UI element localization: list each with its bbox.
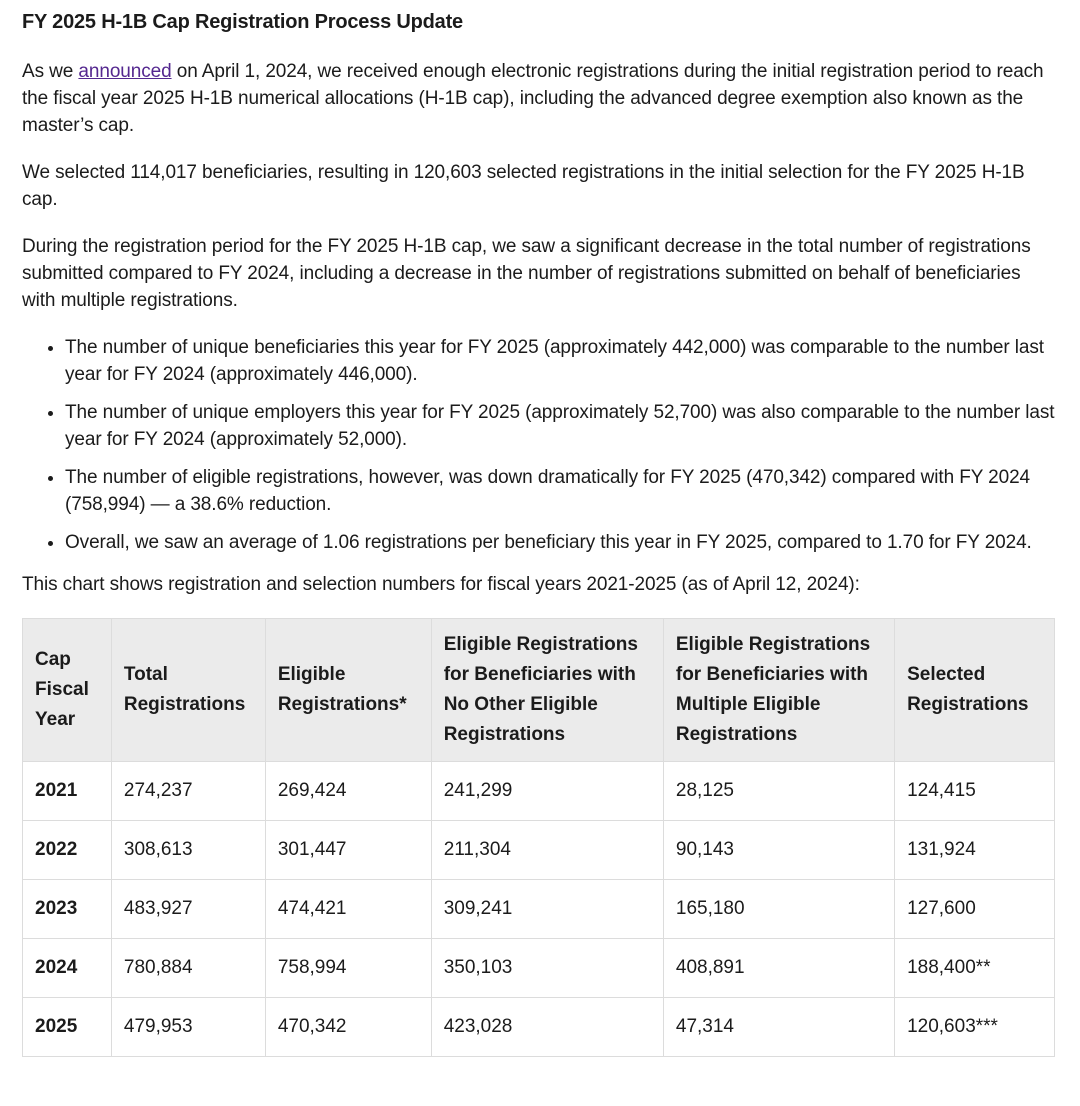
cell-multiple: 165,180 [663,880,894,939]
chart-intro: This chart shows registration and selection numbers for fiscal years 2021-2025 (as of April 12, 2024): [22,574,860,595]
cell-selected: 188,400** [895,939,1055,998]
cell-year: 2021 [23,762,112,821]
cell-total: 479,953 [111,998,265,1057]
cell-multiple: 47,314 [663,998,894,1057]
cell-no-other: 309,241 [431,880,663,939]
cell-selected: 127,600 [895,880,1055,939]
header-cap-fiscal-year: Cap Fiscal Year [23,619,112,762]
header-eligible-registrations: Eligible Registrations* [265,619,431,762]
cell-year: 2023 [23,880,112,939]
intro-text-before: As we [22,61,79,82]
intro-paragraph [22,58,1056,139]
list-item: • Overall, we saw an average of 1.06 registrations per beneficiary this year in FY 2025, compared to 1.70 for FY 2024. [65,529,1056,556]
cell-no-other: 423,028 [431,998,663,1057]
cell-multiple: 28,125 [663,762,894,821]
cell-eligible: 470,342 [265,998,431,1057]
header-no-other-eligible: Eligible Registrations for Beneficiaries with No Other Eligible Registrations [431,619,663,762]
header-selected-registrations: Selected Registrations [895,619,1055,762]
selected-paragraph: We selected 114,017 beneficiaries, resulting in 120,603 selected registrations in the initial selection for the FY 2025 H-1B cap. [22,162,1025,210]
cell-total: 308,613 [111,821,265,880]
list-item: • The number of eligible registrations, however, was down dramatically for FY 2025 (470,342) compared with FY 2024 (758,994) — a 38.6% reduction. [65,464,1056,518]
intro-text-after: on April 1, 2024, we received enough electronic registrations during the initial registration period to reach the fiscal year 2025 H-1B numerical allocations (H-1B cap), including the advanced degree exemption also known as the master’s cap. [22,61,1044,136]
cell-multiple: 90,143 [663,821,894,880]
cell-selected: 131,924 [895,821,1055,880]
table-row [23,821,1055,880]
cell-eligible: 474,421 [265,880,431,939]
cell-no-other: 211,304 [431,821,663,880]
page-title: FY 2025 H-1B Cap Registration Process Update [22,11,463,33]
decrease-paragraph: During the registration period for the FY 2025 H-1B cap, we saw a significant decrease in the total number of registrations submitted compared to FY 2024, including a decrease in the number of registrations submitted on behalf of beneficiaries with multiple registrations. [22,236,1031,311]
cell-multiple: 408,891 [663,939,894,998]
cell-eligible: 758,994 [265,939,431,998]
table-row [23,998,1055,1057]
cell-year: 2024 [23,939,112,998]
list-item: • The number of unique beneficiaries this year for FY 2025 (approximately 442,000) was comparable to the number last year for FY 2024 (approximately 446,000). [65,334,1056,388]
stats-list [22,334,1056,556]
cell-total: 780,884 [111,939,265,998]
table-row [23,939,1055,998]
table-row [23,880,1055,939]
header-total-registrations: Total Registrations [111,619,265,762]
cell-eligible: 301,447 [265,821,431,880]
announced-link[interactable]: announced [78,61,172,82]
cell-year: 2022 [23,821,112,880]
header-multiple-eligible: Eligible Registrations for Beneficiaries with Multiple Eligible Registrations [663,619,894,762]
cell-no-other: 350,103 [431,939,663,998]
cell-total: 274,237 [111,762,265,821]
cell-year: 2025 [23,998,112,1057]
table-row [23,762,1055,821]
list-item: • The number of unique employers this year for FY 2025 (approximately 52,700) was also comparable to the number last year for FY 2024 (approximately 52,000). [65,399,1056,453]
cell-selected: 124,415 [895,762,1055,821]
table-header-row [23,619,1055,762]
cell-total: 483,927 [111,880,265,939]
cell-selected: 120,603*** [895,998,1055,1057]
cell-eligible: 269,424 [265,762,431,821]
cell-no-other: 241,299 [431,762,663,821]
registration-table [22,618,1055,1057]
